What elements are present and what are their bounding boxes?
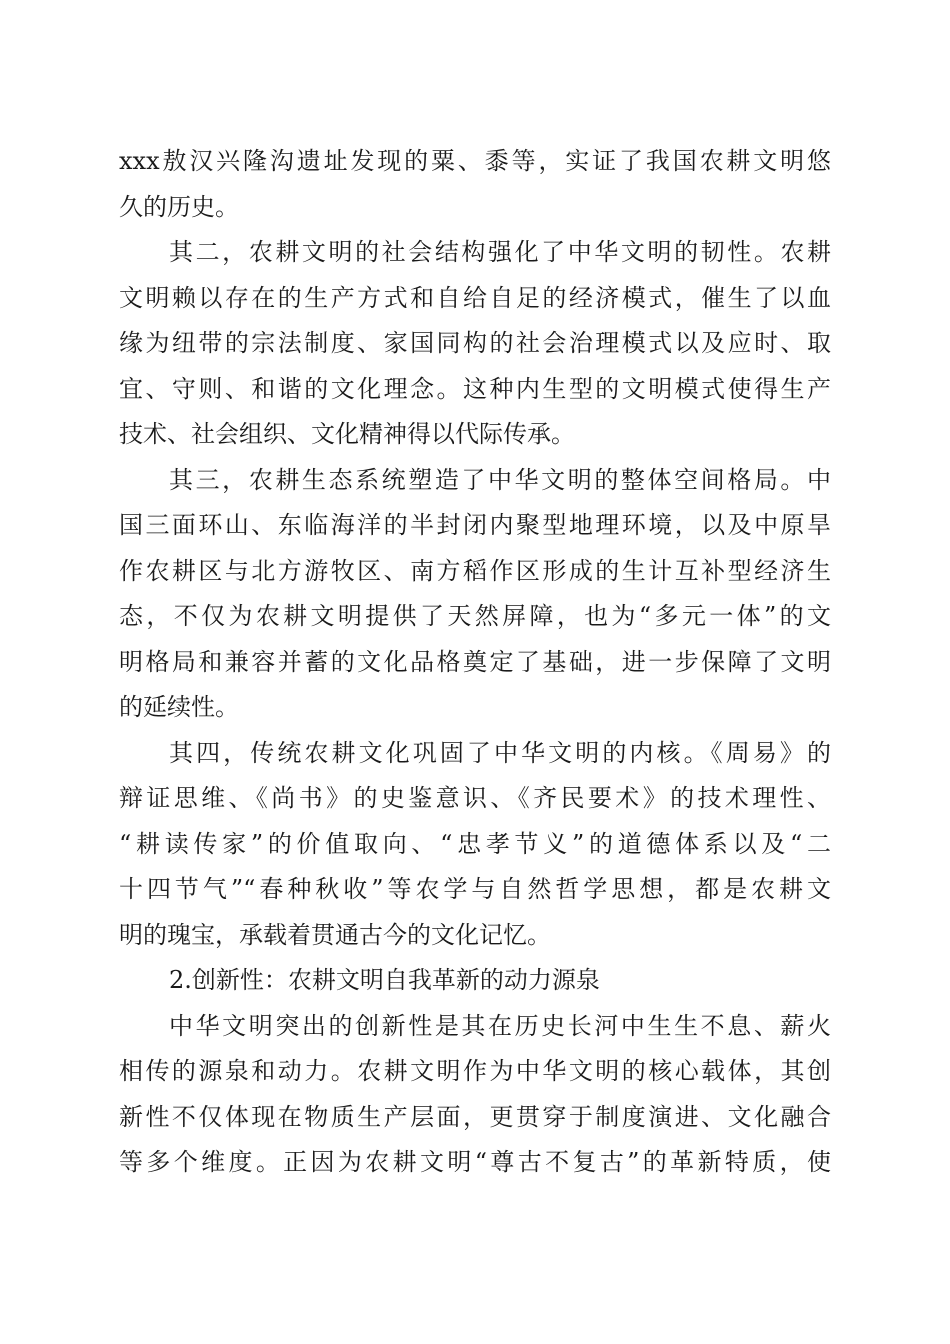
text-line: “耕读传家”的价值取向、“忠孝节义”的道德体系以及“二 bbox=[119, 829, 831, 858]
text-line: xxx敖汉兴隆沟遗址发现的粟、黍等，实证了我国农耕文明悠 bbox=[119, 147, 831, 175]
paragraph-start-line: 其四，传统农耕文化巩固了中华文明的内核。《周易》的 bbox=[169, 738, 831, 767]
paragraph-start-line: 其二，农耕文明的社会结构强化了中华文明的韧性。农耕 bbox=[169, 238, 831, 266]
text-line: 新性不仅体现在物质生产层面，更贯穿于制度演进、文化融合 bbox=[119, 1102, 831, 1131]
paragraph-start-line: 中华文明突出的创新性是其在历史长河中生生不息、薪火 bbox=[169, 1011, 831, 1040]
text-line: 作农耕区与北方游牧区、南方稻作区形成的生计互补型经济生 bbox=[119, 556, 831, 585]
text-line: 辩证思维、《尚书》的史鉴意识、《齐民要术》的技术理性、 bbox=[119, 784, 831, 812]
text-line: 等多个维度。正因为农耕文明“尊古不复古”的革新特质，使 bbox=[119, 1148, 831, 1176]
text-line: 相传的源泉和动力。农耕文明作为中华文明的核心载体，其创 bbox=[119, 1057, 831, 1085]
text-line: 技术、社会组织、文化精神得以代际传承。 bbox=[119, 420, 575, 448]
text-line: 国三面环山、东临海洋的半封闭内聚型地理环境，以及中原旱 bbox=[119, 511, 831, 539]
document-body bbox=[119, 139, 831, 1186]
text-line: 缘为纽带的宗法制度、家国同构的社会治理模式以及应时、取 bbox=[119, 329, 831, 357]
text-line: 明的瑰宝，承载着贯通古今的文化记忆。 bbox=[119, 920, 551, 949]
text-line: 态，不仅为农耕文明提供了天然屏障，也为“多元一体”的文 bbox=[119, 602, 831, 630]
section-heading: 2.创新性：农耕文明自我革新的动力源泉 bbox=[169, 966, 600, 994]
text-line: 十四节气”“春种秋收”等农学与自然哲学思想，都是农耕文 bbox=[119, 875, 831, 903]
text-line: 久的历史。 bbox=[119, 192, 239, 221]
paragraph-start-line: 其三，农耕生态系统塑造了中华文明的整体空间格局。中 bbox=[169, 465, 831, 494]
text-line: 宜、守则、和谐的文化理念。这种内生型的文明模式使得生产 bbox=[119, 374, 831, 403]
text-line: 文明赖以存在的生产方式和自给自足的经济模式，催生了以血 bbox=[119, 283, 831, 312]
text-line: 明格局和兼容并蓄的文化品格奠定了基础，进一步保障了文明 bbox=[119, 647, 831, 676]
text-line: 的延续性。 bbox=[119, 693, 239, 721]
